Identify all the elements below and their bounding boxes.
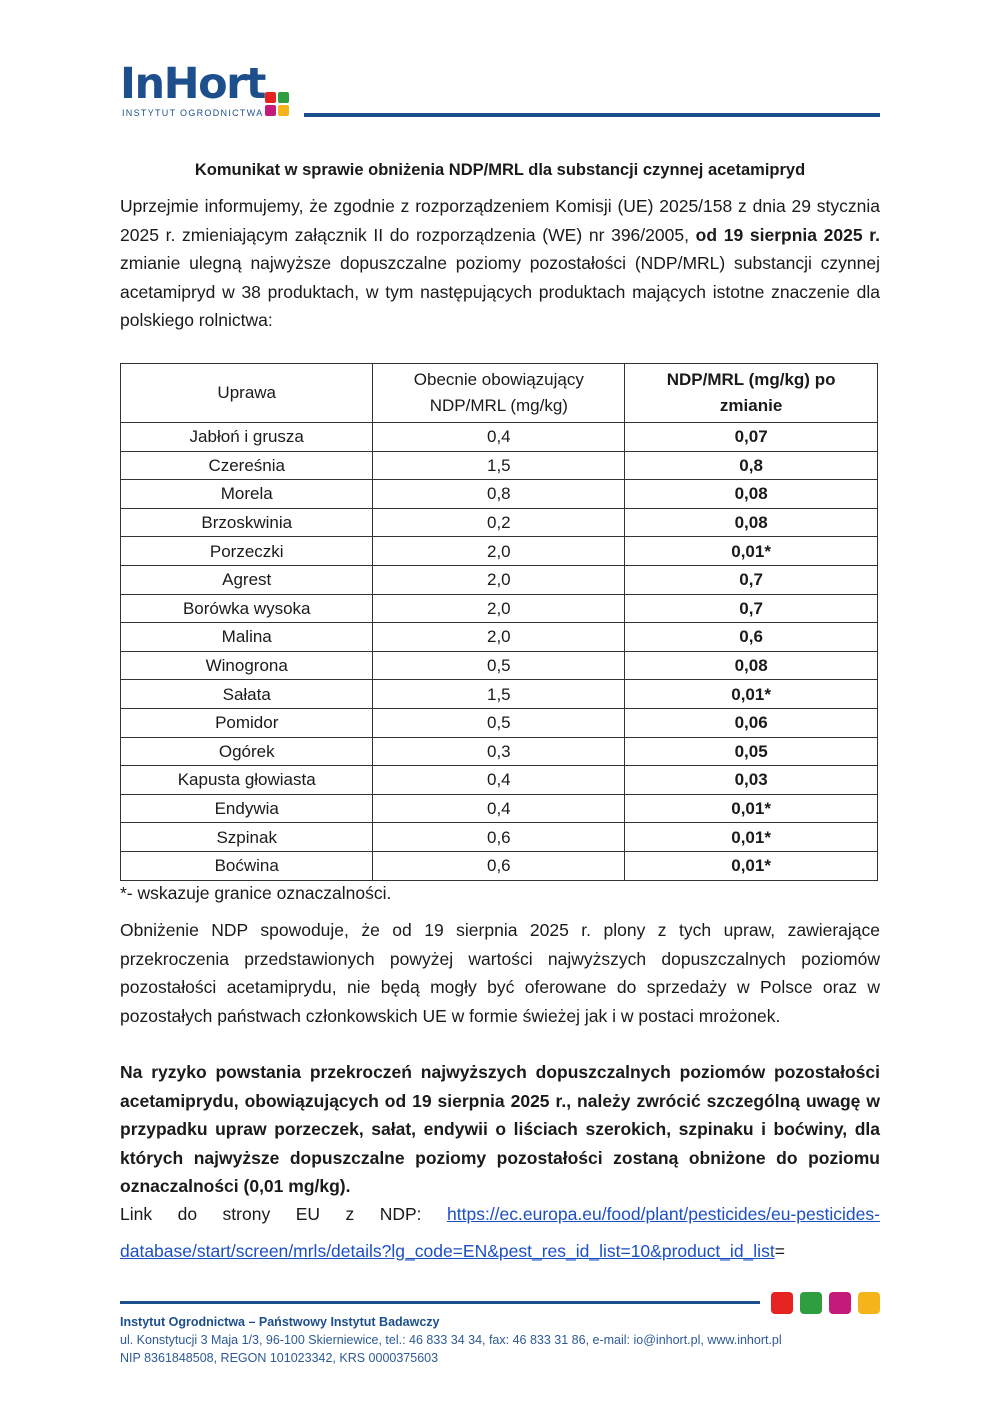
link-word: EU [295,1204,320,1224]
cell-current-mrl: 2,0 [373,594,625,623]
link-tail: = [774,1241,785,1261]
table-row [121,537,878,566]
logo-square-yellow [278,105,289,116]
eu-ndp-link-part2[interactable]: database/start/screen/mrls/details?lg_code=EN&pest_res_id_list=10&product_id_list [120,1241,775,1261]
logo-square-magenta [265,105,276,116]
cell-crop: Winogrona [121,651,373,680]
header-current-mrl-label: Obecnie obowiązujący NDP/MRL (mg/kg) [413,370,584,415]
table-row [121,594,878,623]
cell-current-mrl: 0,3 [373,737,625,766]
table-row [121,623,878,652]
cell-new-mrl: 0,05 [625,737,878,766]
table-row [121,766,878,795]
link-word: Link [120,1204,153,1224]
footer-address: ul. Konstytucji 3 Maja 1/3, 96-100 Skierniewice, tel.: 46 833 34 34, fax: 46 833 31 86, e-mail: io@inhort.pl, www.inhort.pl [120,1333,782,1347]
table-row [121,823,878,852]
header-current-mrl [373,364,625,423]
cell-crop: Boćwina [121,851,373,880]
cell-crop: Morela [121,480,373,509]
table-body [121,423,878,881]
consequences-paragraph: Obniżenie NDP spowoduje, że od 19 sierpnia 2025 r. plony z tych upraw, zawierające przekroczenia przedstawionych powyżej wartości najwyższych dopuszczalnych poziomów pozostałości acetamiprydu, nie będą mogły być oferowane do sprzedaży w Polsce oraz w pozostałych państwach członkowskich UE w formie świeżej jak i w postaci mrożonek. [120,920,880,1026]
footnote: *- wskazuje granice oznaczalności. [120,883,392,903]
footer-square-yellow [858,1292,880,1314]
cell-crop: Borówka wysoka [121,594,373,623]
cell-current-mrl: 0,2 [373,508,625,537]
table-row [121,680,878,709]
cell-current-mrl: 2,0 [373,537,625,566]
cell-new-mrl: 0,01* [625,851,878,880]
cell-current-mrl: 2,0 [373,623,625,652]
intro-paragraph [120,192,880,335]
cell-current-mrl: 0,5 [373,708,625,737]
logo-wordmark: InHort [120,59,265,109]
intro-text-after: zmianie ulegną najwyższe dopuszczalne poziomy pozostałości (NDP/MRL) substancji czynnej acetamipryd w 38 produktach, w tym następujących produktach mających istotne znaczenie dla polskiego rolnictwa: [120,253,880,330]
header-new-mrl [625,364,878,423]
inhort-logo [120,59,300,126]
cell-crop: Czereśnia [121,451,373,480]
table-row [121,508,878,537]
cell-new-mrl: 0,8 [625,451,878,480]
table-row [121,565,878,594]
cell-crop: Ogórek [121,737,373,766]
footer-divider [120,1301,760,1304]
table-row [121,451,878,480]
table-row [121,794,878,823]
header-divider [304,113,880,117]
table-row [121,651,878,680]
cell-current-mrl: 0,6 [373,851,625,880]
cell-new-mrl: 0,08 [625,651,878,680]
cell-new-mrl: 0,7 [625,565,878,594]
header-new-mrl-label: NDP/MRL (mg/kg) po zmianie [666,370,836,415]
cell-crop: Malina [121,623,373,652]
footer-registry-ids: NIP 8361848508, REGON 101023342, KRS 0000375603 [120,1351,439,1365]
cell-crop: Porzeczki [121,537,373,566]
cell-current-mrl: 1,5 [373,680,625,709]
eu-ndp-link-part1[interactable]: https://ec.europa.eu/food/plant/pesticides/eu-pesticides- [447,1204,880,1224]
table-row [121,423,878,452]
cell-crop: Szpinak [121,823,373,852]
header-crop: Uprawa [121,364,373,423]
cell-current-mrl: 2,0 [373,565,625,594]
logo-subtitle: INSTYTUT OGRODNICTWA [122,108,264,118]
link-line [120,1200,880,1228]
cell-new-mrl: 0,08 [625,480,878,509]
cell-crop: Endywia [121,794,373,823]
cell-new-mrl: 0,01* [625,537,878,566]
table-row [121,737,878,766]
link-word: strony [222,1204,271,1224]
cell-current-mrl: 0,4 [373,766,625,795]
cell-current-mrl: 0,5 [373,651,625,680]
cell-new-mrl: 0,08 [625,508,878,537]
footer-square-green [800,1292,822,1314]
cell-new-mrl: 0,01* [625,680,878,709]
table-row [121,708,878,737]
footer-square-red [771,1292,793,1314]
logo-square-green [278,92,289,103]
cell-new-mrl: 0,03 [625,766,878,795]
cell-new-mrl: 0,7 [625,594,878,623]
cell-new-mrl: 0,01* [625,794,878,823]
cell-crop: Pomidor [121,708,373,737]
cell-crop: Sałata [121,680,373,709]
cell-new-mrl: 0,06 [625,708,878,737]
footer-institute-name: Instytut Ogrodnictwa – Państwowy Instytut Badawczy [120,1315,440,1329]
cell-crop: Agrest [121,565,373,594]
cell-crop: Brzoskwinia [121,508,373,537]
cell-crop: Kapusta głowiasta [121,766,373,795]
cell-new-mrl: 0,01* [625,823,878,852]
cell-new-mrl: 0,6 [625,623,878,652]
cell-new-mrl: 0,07 [625,423,878,452]
table-header-row [121,364,878,423]
table-row [121,851,878,880]
document-title: Komunikat w sprawie obniżenia NDP/MRL dla substancji czynnej acetamipryd [194,161,806,179]
cell-current-mrl: 0,6 [373,823,625,852]
link-word: do [177,1204,198,1224]
cell-current-mrl: 0,8 [373,480,625,509]
link-word: NDP: [379,1204,422,1224]
mrl-table [120,363,878,881]
cell-crop: Jabłoń i grusza [121,423,373,452]
cell-current-mrl: 0,4 [373,423,625,452]
footer-square-magenta [829,1292,851,1314]
intro-text-before: Uprzejmie informujemy, że zgodnie z rozporządzeniem Komisji (UE) 2025/158 z dnia 29 stycznia 2025 r. zmieniającym załącznik II do rozporządzenia (WE) nr 396/2005, [120,196,880,245]
table-row [121,480,878,509]
cell-current-mrl: 0,4 [373,794,625,823]
logo-square-red [265,92,276,103]
warning-paragraph: Na ryzyko powstania przekroczeń najwyższych dopuszczalnych poziomów pozostałości acetamiprydu, obowiązujących od 19 sierpnia 2025 r., należy zwrócić szczególną uwagę w przypadku upraw porzeczek, sałat, endywii o liściach szerokich, szpinaku i boćwiny, dla których najwyższe dopuszczalne poziomy pozostałości zostaną obniżone do poziomu oznaczalności (0,01 mg/kg). [120,1062,880,1196]
link-line-continued [120,1237,880,1265]
cell-current-mrl: 1,5 [373,451,625,480]
link-word: z [345,1204,355,1224]
intro-date-bold: od 19 sierpnia 2025 r. [695,224,880,245]
